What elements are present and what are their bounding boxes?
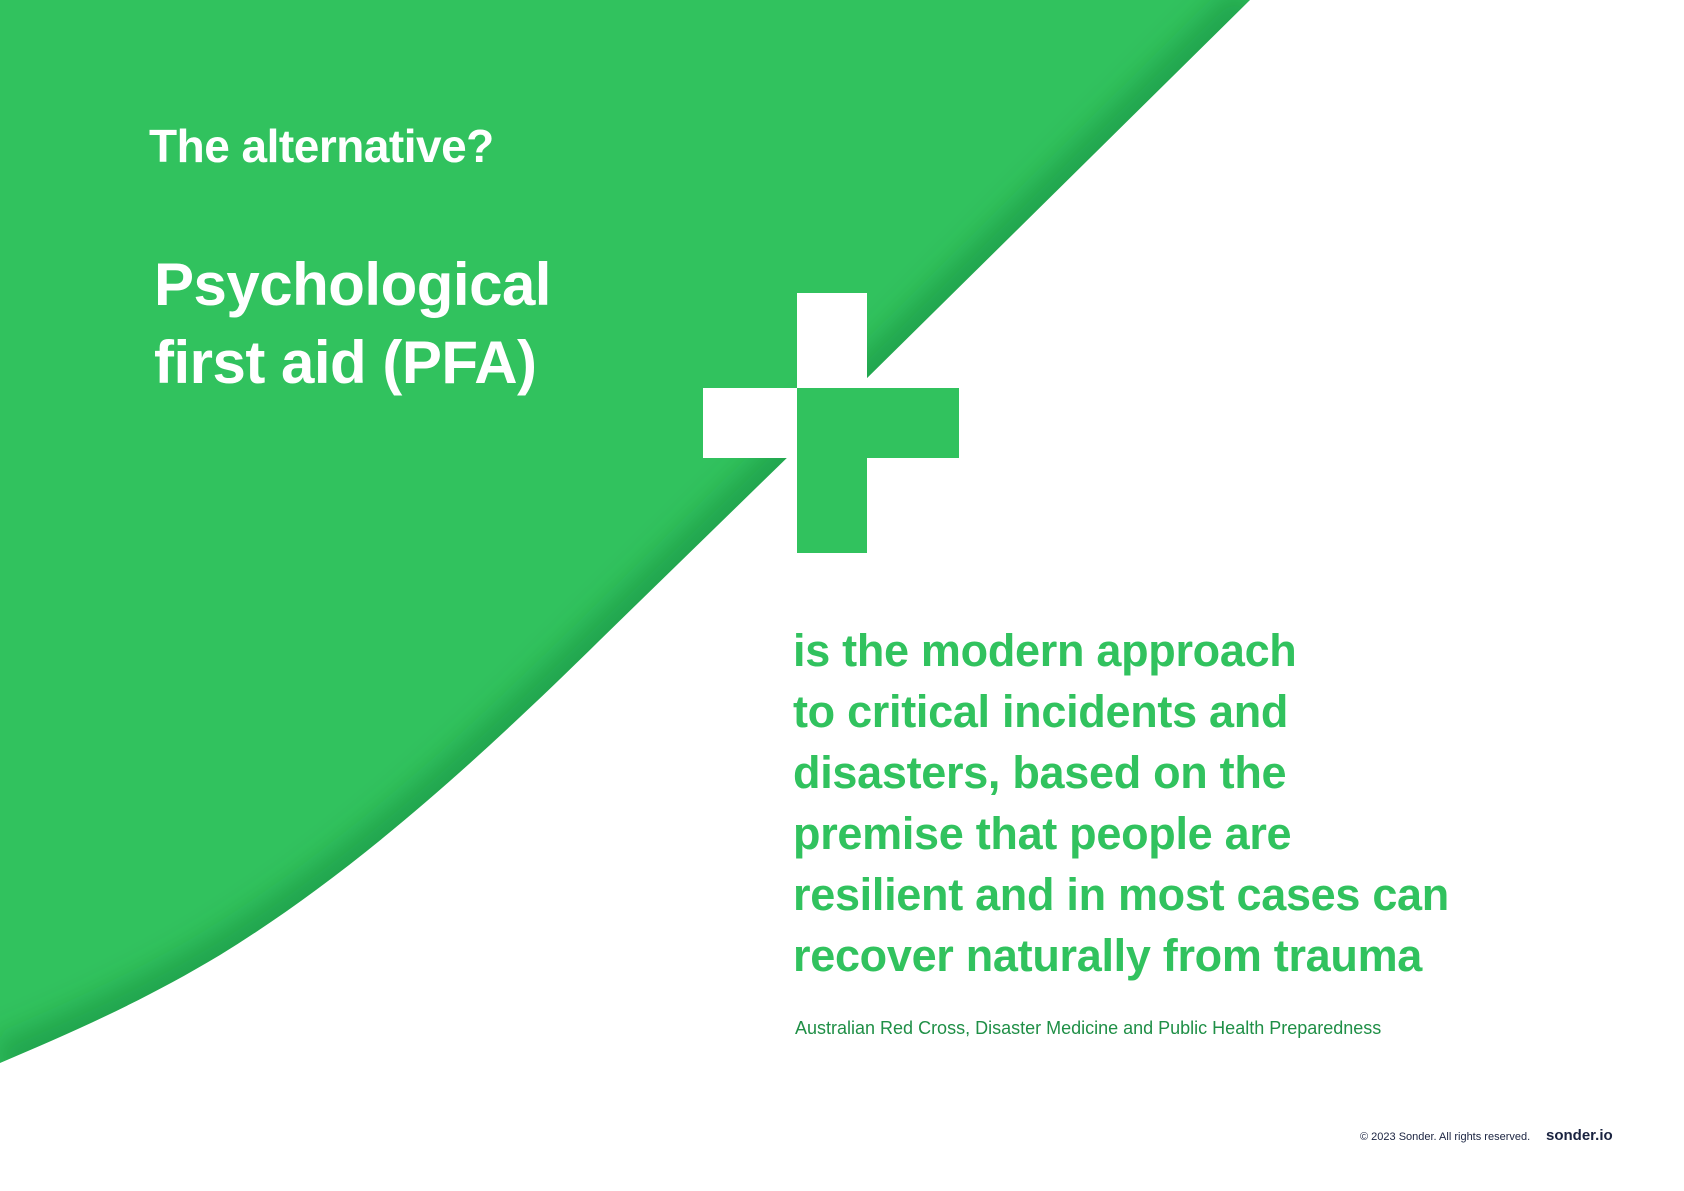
definition-text <box>793 620 1449 986</box>
page-title <box>154 246 551 402</box>
definition-line: to critical incidents and <box>793 686 1289 737</box>
definition-line: disasters, based on the <box>793 747 1287 798</box>
title-line: Psychological <box>154 251 551 318</box>
eyebrow-heading: The alternative? <box>149 120 494 172</box>
definition-line: recover naturally from trauma <box>793 930 1423 981</box>
definition-line: premise that people are <box>793 808 1292 859</box>
definition-line: is the modern approach <box>793 625 1297 676</box>
title-line: first aid (PFA) <box>154 329 537 396</box>
brand-link[interactable]: sonder.io <box>1546 1127 1613 1144</box>
source-citation: Australian Red Cross, Disaster Medicine and Public Health Preparedness <box>795 1018 1382 1038</box>
definition-line: resilient and in most cases can <box>793 869 1449 920</box>
copyright-notice: © 2023 Sonder. All rights reserved. <box>1360 1131 1531 1143</box>
